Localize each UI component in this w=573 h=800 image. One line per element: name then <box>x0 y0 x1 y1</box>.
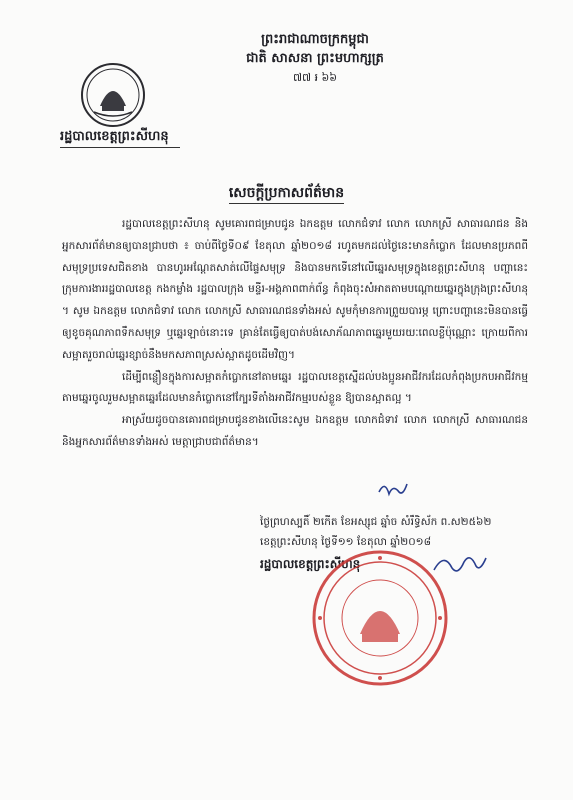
issuing-authority: រដ្ឋបាលខេត្តព្រះសីហនុ <box>60 129 169 144</box>
provincial-emblem-icon <box>80 62 146 128</box>
document-title <box>0 183 573 204</box>
body-paragraph-2: ដើម្បីពន្លឿនក្នុងការសម្អាតកំប្លោកនៅតាមឆ្នេរ រដ្ឋបាលខេត្តស្នើដល់បងប្អូនអាជីវករដែលកំពុងប្រកបអាជីវកម្មតាមឆ្នេរចូលរួមសម្អាតឆ្នេរដែលមានកំប្លោកនៅក្បែរទីតាំងអាជីវកម្មរបស់ខ្លួន ឱ្យបានស្អាតល្អ ។ <box>62 370 528 405</box>
motto-ornament: ៧៧ ៛ ៦៦ <box>292 71 338 84</box>
body-paragraph-1: រដ្ឋបាលខេត្តព្រះសីហនុ សូមគោរពជម្រាបជូន ឯកឧត្តម លោកជំទាវ លោក លោកស្រី សាធារណជន និងអ្នកសារព័ត៌មានឲ្យបានជ្រាបថា ៖ ចាប់ពីថ្ងៃទី០៩ ខែតុលា ឆ្នាំ២០១៨ រហូតមកដល់ថ្ងៃនេះមានកំប្លោក ដែលមានប្រភពពីសមុទ្រប្រទេសជិតខាង បានហូរអណ្តែតសាត់លើផ្ទៃសមុទ្រ និងបានមកទើនៅលើឆ្នេរសមុទ្រក្នុងខេត្តព្រះសីហនុ បញ្ហានេះក្រុមការងាររដ្ឋបាលខេត្ត កងកម្លាំង រដ្ឋបាលក្រុង មន្ទីរ-អង្គភាពពាក់ព័ន្ធ កំពុងចុះសំអាតតាមបណ្តោយឆ្នេរក្នុងក្រុងព្រះសីហនុ ។ សូម ឯកឧត្តម លោកជំទាវ លោក លោកស្រី សាធារណជនទាំងអស់ សូមកុំមានការព្រួយបារម្ភ ព្រោះបញ្ហានេះមិនបានធ្វើឲ្យខូចគុណភាពទឹកសមុទ្រ ឬឆ្នេរឡាច់នោះទេ គ្រាន់តែធ្វើឲ្យបាត់បង់សោភ័ណភាពឆ្នេរមួយរយៈពេលខ្លីប៉ុណ្ណោះ ក្រោយពីការសម្អាតរួចរាល់ឆ្នេរខ្សាច់នឹងមកសភាពស្រស់ស្អាតដូចដើមវិញ។ <box>62 218 528 361</box>
handwritten-initial-icon <box>375 478 409 500</box>
document-title-text: សេចក្តីប្រកាសព័ត៌មាន <box>229 185 344 204</box>
signer-authority: រដ្ឋបាលខេត្តព្រះសីហនុ <box>260 557 361 571</box>
kingdom-header <box>190 30 440 87</box>
document-body <box>62 214 528 454</box>
lunar-date: ថ្ងៃព្រហស្បតិ៍ ២កើត ខែអស្សុជ ឆ្នាំច សំរឹទ្ធិស័ក ព.ស២៥៦២ <box>260 516 492 528</box>
signature-icon <box>430 548 490 578</box>
issuer-divider <box>60 147 180 148</box>
official-red-seal-icon <box>310 548 450 688</box>
kingdom-motto: ជាតិ សាសនា ព្រះមហាក្សត្រ <box>246 51 384 66</box>
body-paragraph-3: អាស្រ័យដូចបានគោរពជម្រាបជូនខាងលើនេះសូម ឯកឧត្តម លោកជំទាវ លោក លោកស្រី សាធារណជន និងអ្នកសារព័ត៌មានទាំងអស់ មេត្តាជ្រាបជាព័ត៌មាន។ <box>62 414 528 448</box>
kingdom-name: ព្រះរាជាណាចក្រកម្ពុជា <box>261 32 369 47</box>
solar-date: ខេត្តព្រះសីហនុ ថ្ងៃទី១១ ខែតុលា ឆ្នាំ២០១៨ <box>260 536 432 548</box>
